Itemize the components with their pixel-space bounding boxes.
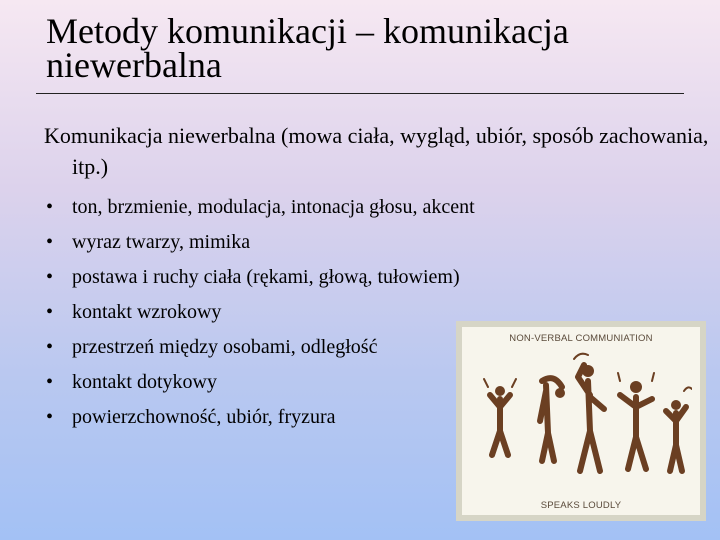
bullet-dot: • xyxy=(46,266,54,288)
figure-waving xyxy=(666,387,692,471)
bullet-dot: • xyxy=(46,406,54,428)
title-divider xyxy=(36,93,684,94)
bullet-dot: • xyxy=(46,371,54,393)
bullet-item xyxy=(44,260,474,295)
figure-caption-top: NON-VERBAL COMMUNIATION xyxy=(509,333,653,344)
figures-group xyxy=(484,354,692,471)
bullet-text: powierzchowność, ubiór, fryzura xyxy=(72,406,336,428)
bullet-text: przestrzeń między osobami, odległość xyxy=(72,336,378,358)
bullet-item xyxy=(44,400,474,435)
bullet-list xyxy=(44,190,474,435)
bullet-text: kontakt wzrokowy xyxy=(72,301,222,323)
bullet-item xyxy=(44,330,474,365)
figure-shrugging xyxy=(618,373,654,469)
figure-arms-up xyxy=(484,379,516,455)
nonverbal-illustration xyxy=(456,321,706,521)
bullet-text: ton, brzmienie, modulacja, intonacja głosu, akcent xyxy=(72,196,475,218)
figure-bowing xyxy=(540,378,565,461)
bullet-item xyxy=(44,190,474,225)
bullet-item xyxy=(44,365,474,400)
bullet-dot: • xyxy=(46,301,54,323)
bullet-text: kontakt dotykowy xyxy=(72,371,217,393)
bullet-item xyxy=(44,225,474,260)
gesturing-figures-image xyxy=(470,351,692,497)
bullet-text: wyraz twarzy, mimika xyxy=(72,231,251,253)
figure-hand-on-head xyxy=(574,354,604,471)
figure-caption-bottom: SPEAKS LOUDLY xyxy=(540,500,622,511)
intro-paragraph: Komunikacja niewerbalna (mowa ciała, wygląd, ubiór, sposób zachowania, itp.) xyxy=(44,123,709,179)
bullet-dot: • xyxy=(46,231,54,253)
slide-title: Metody komunikacji – komunikacja niewerbalna xyxy=(46,11,569,85)
bullet-text: postawa i ruchy ciała (rękami, głową, tułowiem) xyxy=(72,266,460,288)
bullet-dot: • xyxy=(46,336,54,358)
bullet-dot: • xyxy=(46,196,54,218)
bullet-item xyxy=(44,295,474,330)
